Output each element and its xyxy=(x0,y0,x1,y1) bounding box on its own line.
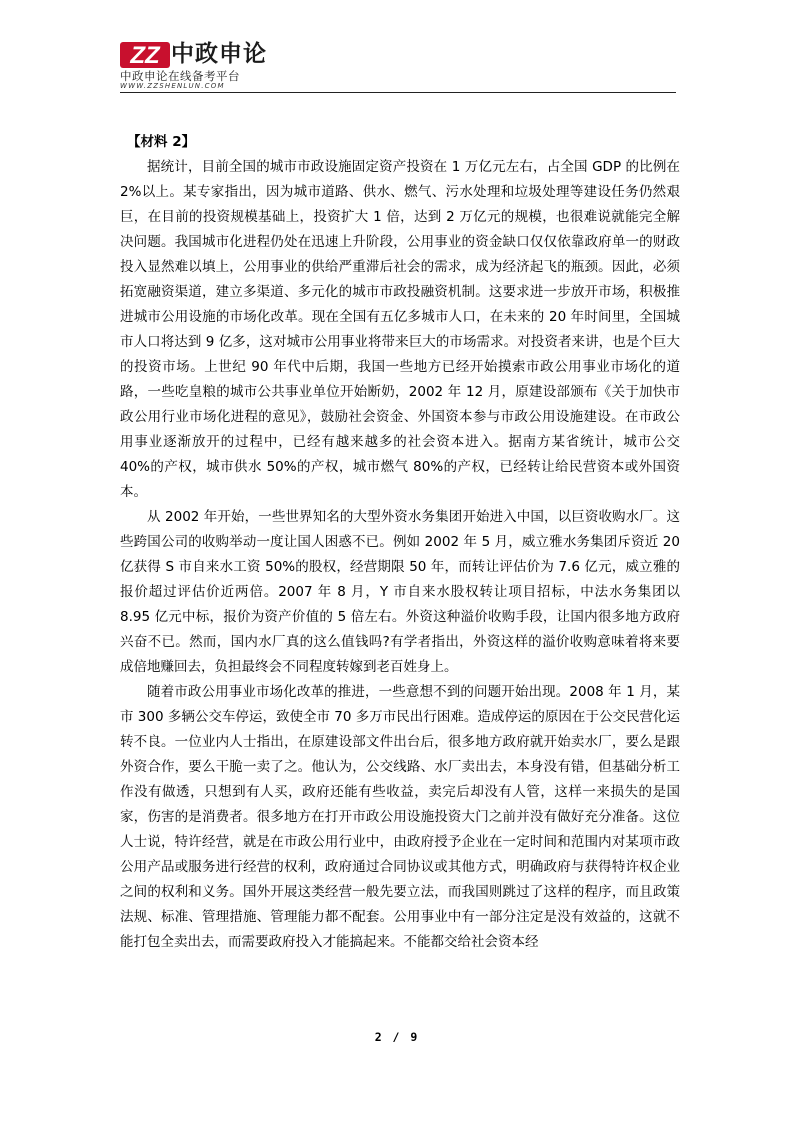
brand-name: 中政申论 xyxy=(171,41,267,67)
section-heading: 【材料 2】 xyxy=(127,134,196,150)
brand-tagline: 中政申论在线备考平台 xyxy=(120,69,240,83)
document-body xyxy=(120,130,680,955)
logo-mark-text: ZZ xyxy=(130,42,160,68)
body-paragraph: 从 2002 年开始，一些世界知名的大型外资水务集团开始进入中国，以巨资收购水厂。这些跨国公司的收购举动一度让国人困惑不已。例如 2002 年 5 月，威立雅水务集团斥资近 20 亿获得 S 市自来水工资 50%的股权，经营期限 50 年，而转让评估价为 7.6 亿元，威立雅的报价超过评估价近两倍。2007 年 8 月，Y 市自来水股权转让项目招标，中法水务集团以 8.95 亿元中标，报价为资产价值的 5 倍左右。外资这种溢价收购手段，让国内很多地方政府兴奋不已。然而，国内水厂真的这么值钱吗?有学者指出，外资这样的溢价收购意味着将来要成倍地赚回去，负担最终会不同程度转嫁到老百姓身上。 xyxy=(120,509,680,675)
header-divider xyxy=(120,92,676,93)
page-number: 2 / 9 xyxy=(374,1030,420,1044)
page-header xyxy=(120,42,676,92)
body-paragraph: 随着市政公用事业市场化改革的推进，一些意想不到的问题开始出现。2008 年 1 月，某市 300 多辆公交车停运，致使全市 70 多万市民出行困难。造成停运的原因在于公交民营化运转不良。一位业内人士指出，在原建设部文件出台后，很多地方政府就开始卖水厂，要么是跟外资合作，要么干脆一卖了之。他认为，公交线路、水厂卖出去，本身没有错，但基础分析工作没有做透，只想到有人买，政府还能有些收益，卖完后却没有人管，这样一来损失的是国家，伤害的是消费者。很多地方在打开市政公用设施投资大门之前并没有做好充分准备。这位人士说，特许经营，就是在市政公用行业中，由政府授予企业在一定时间和范围内对某项市政公用产品或服务进行经营的权利，政府通过合同协议或其他方式，明确政府与获得特许权企业之间的权利和义务。国外开展这类经营一般先要立法，而我国则跳过了这样的程序，而且政策法规、标准、管理措施、管理能力都不配套。公用事业中有一部分注定是没有效益的，这就不能打包全卖出去，而需要政府投入才能搞起来。不能都交给社会资本经 xyxy=(120,684,680,950)
body-paragraph: 据统计，目前全国的城市市政设施固定资产投资在 1 万亿元左右，占全国 GDP 的比例在 2%以上。某专家指出，因为城市道路、供水、燃气、污水处理和垃圾处理等建设任务仍然艰巨，在目前的投资规模基础上，投资扩大 1 倍，达到 2 万亿元的规模，也很难说就能完全解决问题。我国城市化进程仍处在迅速上升阶段，公用事业的资金缺口仅仅依靠政府单一的财政投入显然难以填上，公用事业的供给严重滞后社会的需求，成为经济起飞的瓶颈。因此，必须拓宽融资渠道，建立多渠道、多元化的城市市政投融资机制。这要求进一步放开市场，积极推进城市公用设施的市场化改革。现在全国有五亿多城市人口，在未来的 20 年时间里，全国城市人口将达到 9 亿多，这对城市公用事业将带来巨大的市场需求。对投资者来讲，也是个巨大的投资市场。上世纪 90 年代中后期，我国一些地方已经开始摸索市政公用事业市场化的道路，一些吃皇粮的城市公共事业单位开始断奶，2002 年 12 月，原建设部颁布《关于加快市政公用行业市场化进程的意见》，鼓励社会资金、外国资本参与市政公用设施建设。在市政公用事业逐渐放开的过程中，已经有越来越多的社会资本进入。据南方某省统计，城市公交 40%的产权，城市供水 50%的产权，城市燃气 80%的产权，已经转让给民营资本或外国资本。 xyxy=(120,159,680,500)
site-url: WWW.ZZSHENLUN.COM xyxy=(120,82,225,90)
zz-logo-icon xyxy=(120,42,170,68)
